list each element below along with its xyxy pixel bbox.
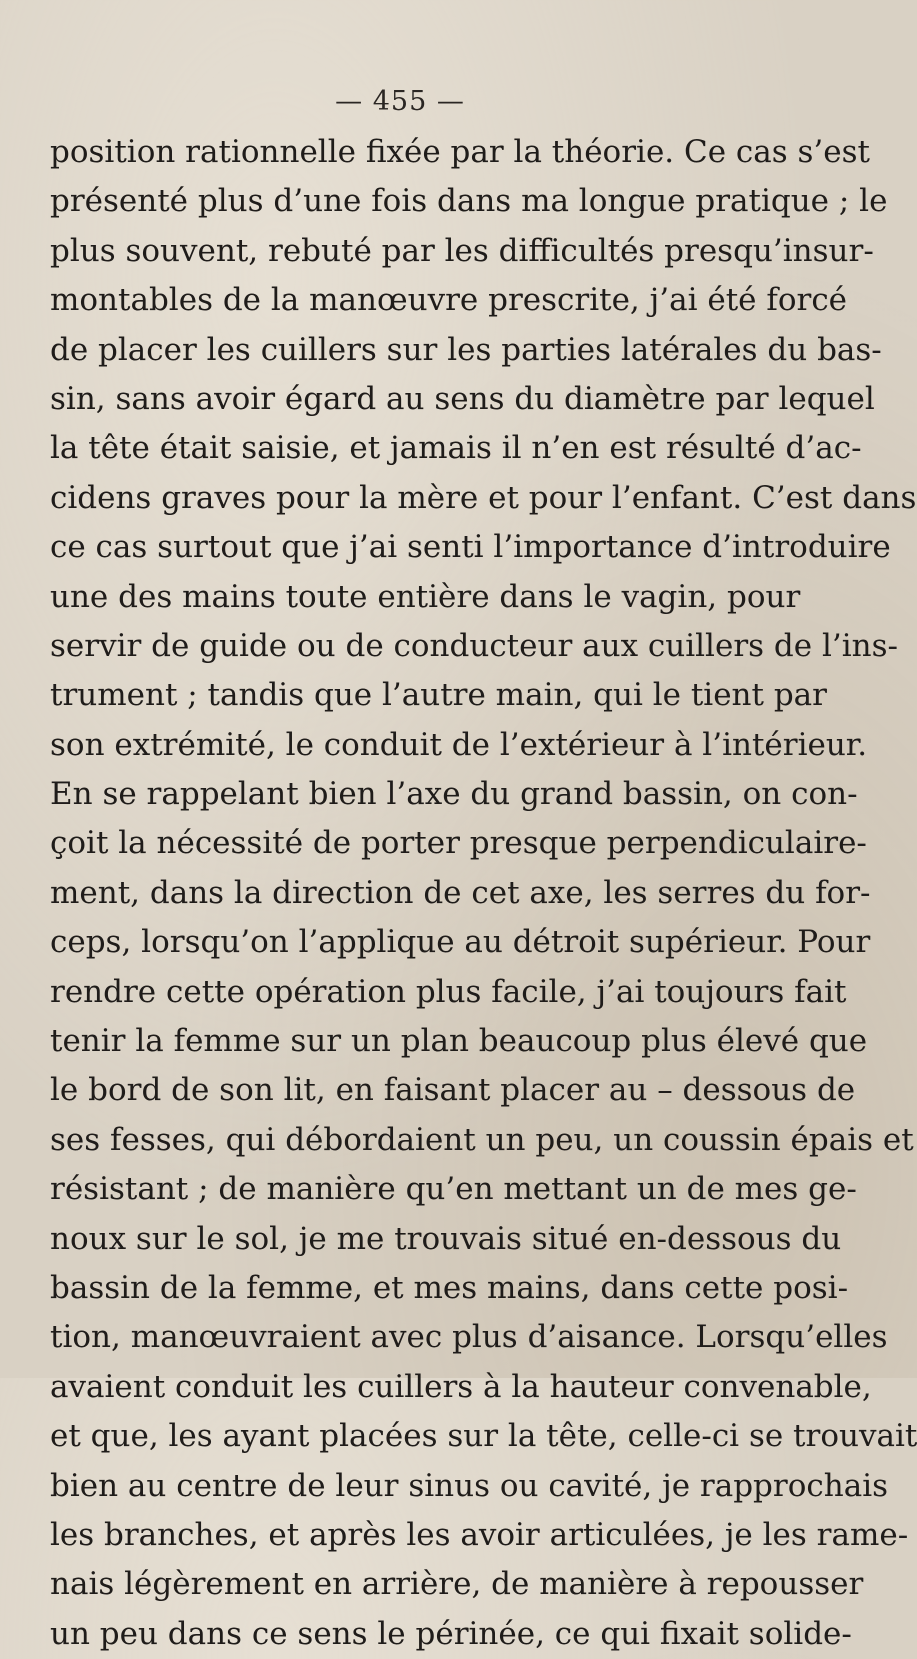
- text-line: servir de guide ou de conducteur aux cuillers de l’ins-: [50, 627, 898, 664]
- page-number: — 455 —: [335, 86, 465, 117]
- text-line: les branches, et après les avoir articulées, je les rame-: [50, 1516, 909, 1553]
- text-line: nais légèrement en arrière, de manière à repousser: [50, 1566, 864, 1603]
- text-line: En se rappelant bien l’axe du grand bassin, on con-: [50, 776, 858, 813]
- text-line: tion, manœuvraient avec plus d’aisance. Lorsqu’elles: [50, 1319, 888, 1356]
- body-text: [50, 128, 917, 1659]
- text-line: avaient conduit les cuillers à la hauteur convenable,: [50, 1368, 872, 1405]
- text-line: ses fesses, qui débordaient un peu, un coussin épais et: [50, 1121, 914, 1158]
- text-line: de placer les cuillers sur les parties latérales du bas-: [50, 331, 882, 368]
- text-line: tenir la femme sur un plan beaucoup plus élevé que: [50, 1023, 868, 1060]
- text-line: ment, dans la direction de cet axe, les serres du for-: [50, 874, 871, 911]
- text-line: position rationnelle fixée par la théorie. Ce cas s’est: [50, 134, 871, 170]
- text-line: le bord de son lit, en faisant placer au – dessous de: [50, 1072, 856, 1109]
- text-line: résistant ; de manière qu’en mettant un de mes ge-: [50, 1171, 857, 1208]
- text-line: cidens graves pour la mère et pour l’enfant. C’est dans: [50, 479, 917, 516]
- text-line: rendre cette opération plus facile, j’ai toujours fait: [50, 973, 847, 1010]
- text-line: et que, les ayant placées sur la tête, celle-ci se trouvait: [50, 1418, 917, 1455]
- text-line: plus souvent, rebuté par les difficultés presqu’insur-: [50, 232, 874, 269]
- text-line: noux sur le sol, je me trouvais situé en-dessous du: [50, 1220, 842, 1257]
- text-line: son extrémité, le conduit de l’extérieur à l’intérieur.: [50, 726, 868, 763]
- text-line: sin, sans avoir égard au sens du diamètre par lequel: [50, 380, 875, 417]
- text-line: montables de la manœuvre prescrite, j’ai été forcé: [50, 282, 848, 319]
- text-line: ce cas surtout que j’ai senti l’importance d’introduire: [50, 529, 891, 566]
- text-line: trument ; tandis que l’autre main, qui le tient par: [50, 677, 827, 714]
- text-line: la tête était saisie, et jamais il n’en est résulté d’ac-: [50, 430, 862, 467]
- text-line: une des mains toute entière dans le vagin, pour: [50, 578, 801, 615]
- text-line: bien au centre de leur sinus ou cavité, je rapprochais: [50, 1467, 889, 1504]
- text-line: ceps, lorsqu’on l’applique au détroit supérieur. Pour: [50, 924, 871, 961]
- text-line: bassin de la femme, et mes mains, dans cette posi-: [50, 1269, 849, 1306]
- text-line: un peu dans ce sens le périnée, ce qui fixait solide-: [50, 1615, 852, 1652]
- text-line: présenté plus d’une fois dans ma longue pratique ; le: [50, 183, 888, 220]
- text-line: çoit la nécessité de porter presque perpendiculaire-: [50, 825, 867, 862]
